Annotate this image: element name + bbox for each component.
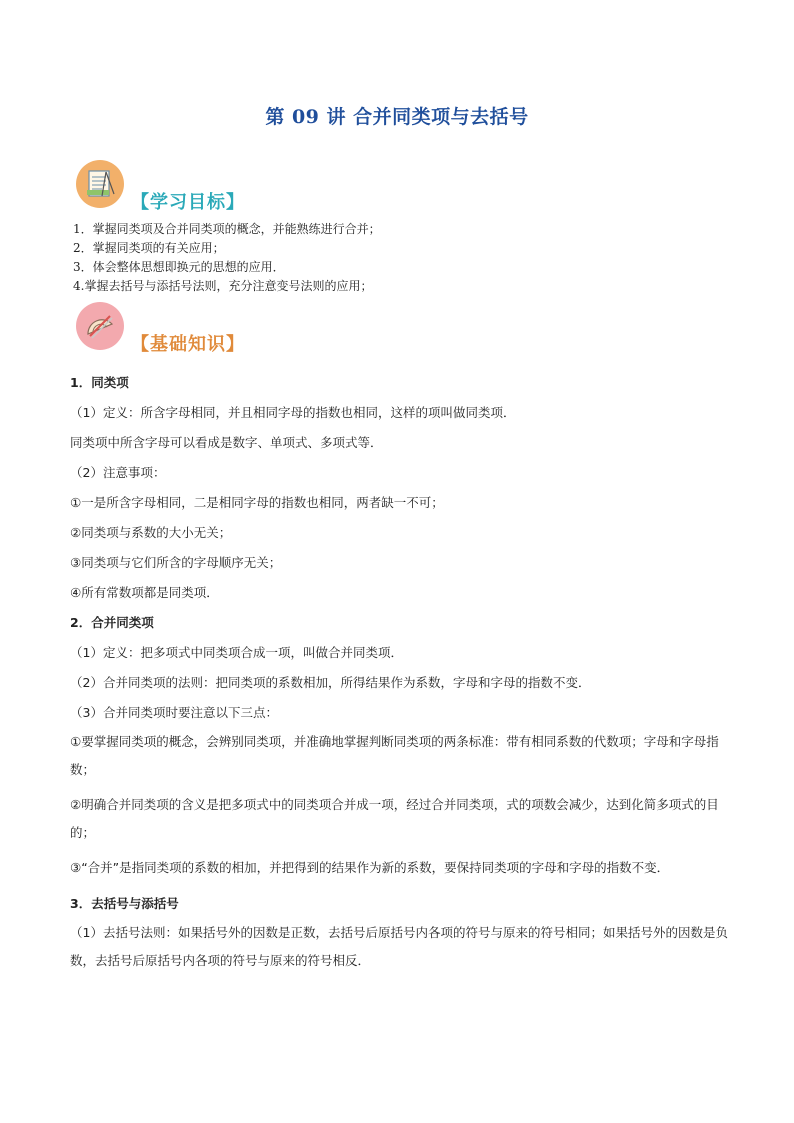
- protractor-icon: [76, 302, 124, 350]
- page-title: 第 09 讲 合并同类项与去括号: [265, 106, 529, 128]
- paragraph: （3）合并同类项时要注意以下三点：: [70, 705, 278, 720]
- goal-item: 4.掌握去括号与添括号法则，充分注意变号法则的应用；: [73, 279, 373, 293]
- notepad-ruler-icon: [76, 160, 124, 208]
- subsection-heading: 3．去括号与添括号: [70, 896, 179, 911]
- paragraph: （2）注意事项：: [70, 465, 166, 480]
- knowledge-content: [70, 375, 730, 989]
- paragraph: ③“合并”是指同类项的系数的相加，并把得到的结果作为新的系数，要保持同类项的字母和字母的指数不变．: [70, 860, 670, 875]
- paragraph: （1）定义：把多项式中同类项合成一项，叫做合并同类项．: [70, 645, 403, 660]
- subsection-heading: 2．合并同类项: [70, 615, 154, 630]
- paragraph: （1）定义：所含字母相同，并且相同字母的指数也相同，这样的项叫做同类项．: [70, 405, 516, 420]
- paragraph: ②明确合并同类项的含义是把多项式中的同类项合并成一项，经过合并同类项，式的项数会减少，达到化简多项式的目的；: [70, 797, 719, 840]
- paragraph: ①一是所含字母相同，二是相同字母的指数也相同，两者缺一不可；: [70, 495, 444, 510]
- paragraph: ④所有常数项都是同类项．: [70, 585, 219, 600]
- paragraph: ②同类项与系数的大小无关；: [70, 525, 232, 540]
- section-heading-goals: 【学习目标】: [131, 192, 245, 213]
- goal-item: 2．掌握同类项的有关应用；: [73, 241, 225, 255]
- goal-item: 3．体会整体思想即换元的思想的应用．: [73, 260, 285, 274]
- goals-list: [73, 220, 733, 296]
- subsection-heading: 1．同类项: [70, 375, 129, 390]
- paragraph: ①要掌握同类项的概念，会辨别同类项，并准确地掌握判断同类项的两条标准：带有相同系数的代数项；字母和字母指数；: [70, 734, 719, 777]
- paragraph: （1）去括号法则：如果括号外的因数是正数，去括号后原括号内各项的符号与原来的符号相同；如果括号外的因数是负数，去括号后原括号内各项的符号与原来的符号相反．: [70, 925, 728, 968]
- section-heading-basics: 【基础知识】: [131, 334, 245, 355]
- paragraph: （2）合并同类项的法则：把同类项的系数相加，所得结果作为系数，字母和字母的指数不变．: [70, 675, 591, 690]
- paragraph: ③同类项与它们所含的字母顺序无关；: [70, 555, 282, 570]
- goal-item: 1．掌握同类项及合并同类项的概念，并能熟练进行合并；: [73, 222, 381, 236]
- paragraph: 同类项中所含字母可以看成是数字、单项式、多项式等．: [70, 435, 383, 450]
